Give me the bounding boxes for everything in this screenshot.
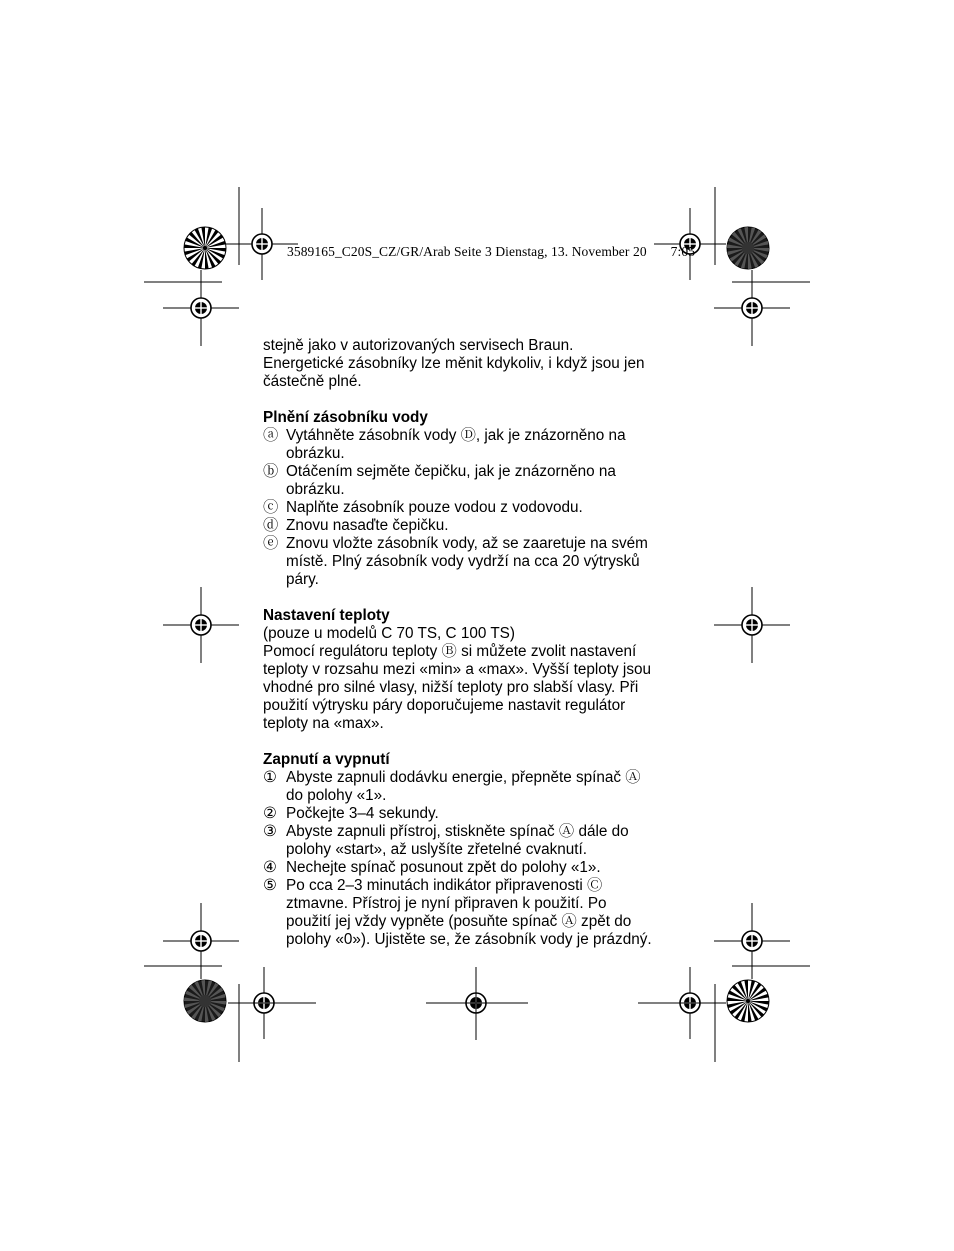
temperature-section: Nastavení teploty (pouze u modelů C 70 TS, C 100 TS) Pomocí regulátoru teploty Ⓑ si můžete zvolit nastavení teploty v rozsahu mezi «min» a «max». Vyšší teploty jsou vhodné pro silné vlasy, nižší teploty pro slabší vlasy. Při použití výtrysku páry doporučujeme nastavit regulátor teploty na «max». [263,607,703,733]
step-marker: ① [263,769,277,786]
step-marker: ⑤ [263,877,277,894]
manual-page-content [263,337,703,949]
step-marker: ⓑ [263,463,279,480]
step-text-line: Po cca 2–3 minutách indikátor připravenosti Ⓒ [286,877,603,894]
power-steps [263,769,703,949]
list-item [263,859,703,877]
color-star-target [184,980,226,1022]
power-section [263,751,703,949]
intro-paragraph: stejně jako v autorizovaných servisech Braun. Energetické zásobníky lze měnit kdykoliv, i když jsou jen částečně plné. [263,337,645,390]
registration-mark [714,270,790,346]
section-title-filling: Plnění zásobníku vody [263,409,428,426]
step-text-line: použití jej vždy vypněte (posuňte spínač Ⓐ zpět do [286,913,632,930]
step-text-line: Nechejte spínač posunout zpět do polohy «1». [286,859,601,876]
list-item [263,769,703,805]
step-text-line: polohy «start», až uslyšíte zřetelné cvaknutí. [286,841,587,858]
registration-mark [714,903,790,979]
list-item [263,805,703,823]
registration-mark [163,903,239,979]
list-item [263,427,703,463]
slug-text: 3589165_C20S_CZ/GR/Arab Seite 3 Dienstag, 13. November 20 [287,244,647,259]
step-marker: ③ [263,823,277,840]
registration-mark [163,270,239,346]
step-marker: ⓓ [263,517,279,534]
step-text-line: Znovu nasaďte čepičku. [286,517,449,534]
list-item [263,517,703,535]
step-marker: ⓔ [263,535,279,552]
list-item [263,463,703,499]
color-star-target [727,227,769,269]
list-item [263,823,703,859]
section-title-power: Zapnutí a vypnutí [263,751,390,768]
list-item [263,535,703,589]
list-item [263,499,703,517]
filling-section [263,409,703,589]
color-star-target [727,980,769,1022]
step-text-line: Počkejte 3–4 sekundy. [286,805,439,822]
step-text-line: ztmavne. Přístroj je nyní připraven k použití. Po [286,895,607,912]
step-marker: ④ [263,859,277,876]
step-text-line: Abyste zapnuli dodávku energie, přepněte spínač Ⓐ [286,769,641,786]
step-text-line: obrázku. [286,445,345,462]
color-star-target [184,227,226,269]
filling-steps [263,427,703,589]
list-item [263,877,703,949]
registration-mark [714,587,790,663]
section-title-temperature: Nastavení teploty [263,607,390,624]
step-text-line: páry. [286,571,319,588]
print-slug-header [287,244,695,260]
step-text-line: Otáčením sejměte čepičku, jak je znázorněno na [286,463,616,480]
step-text-line: obrázku. [286,481,345,498]
step-marker: ⓒ [263,499,279,516]
step-text-line: Vytáhněte zásobník vody Ⓓ, jak je znázorněno na [286,427,626,444]
registration-mark [163,587,239,663]
step-marker: ② [263,805,277,822]
step-text-line: místě. Plný zásobník vody vydrží na cca 20 výtrysků [286,553,640,570]
step-text-line: Naplňte zásobník pouze vodou z vodovodu. [286,499,583,516]
step-text-line: do polohy «1». [286,787,387,804]
slug-time: 7:05 [670,244,696,259]
step-text-line: Abyste zapnuli přístroj, stiskněte spínač Ⓐ dále do [286,823,629,840]
step-text-line: Znovu vložte zásobník vody, až se zaaretuje na svém [286,535,648,552]
step-text-line: polohy «0»). Ujistěte se, že zásobník vody je prázdný. [286,931,652,948]
step-marker: ⓐ [263,427,279,444]
